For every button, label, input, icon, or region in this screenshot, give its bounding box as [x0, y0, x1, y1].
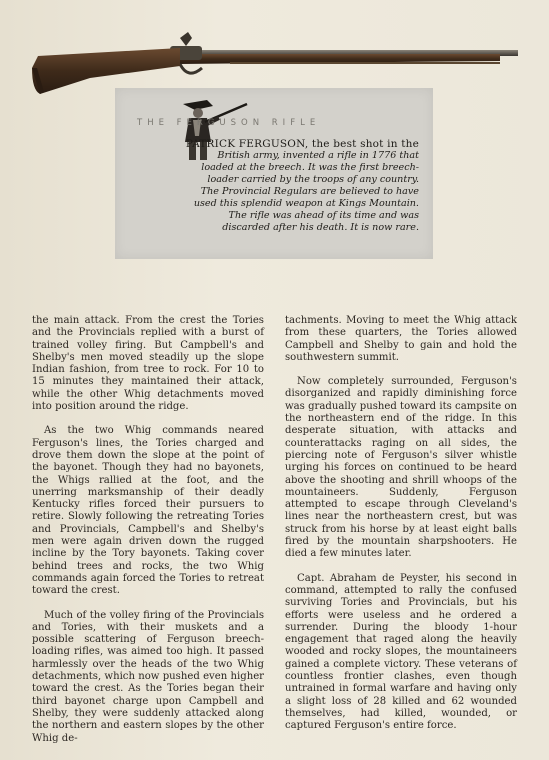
- plate-title: THE FERGUSON RIFLE: [137, 118, 321, 128]
- right-column: [285, 315, 517, 745]
- paragraph: Now completely surrounded, Ferguson's disorganized and rapidly diminishing force was gradually pushed toward its campsite on the northeastern end of the ridge. In this desperate situation, with attacks and counterattacks raging on all sides, the piercing note of Ferguson's silver whistle urging his forces on continued to be heard above the shooting and shrill whoops of the mountaineers. Suddenly, Ferguson attempted to escape through Cleveland's lines near the northeastern crest, but was struck from his horse by at least eight balls fired by the mountain sharpshooters. He died a few minutes later.: [285, 376, 517, 560]
- caption-line: The rifle was ahead of its time and was: [228, 210, 419, 221]
- plate-caption: [157, 138, 419, 234]
- paragraph: Capt. Abraham de Peyster, his second in command, attempted to rally the confused surviving Tories and Provincials, but his efforts were useless and he ordered a surrender. During the bloody 1-hour engagement that raged along the heavily wooded and rocky slopes, the mountaineers gained a complete victory. These veterans of countless frontier clashes, even though untrained in formal warfare and having only a slight loss of 28 killed and 62 wounded themselves, had killed, wounded, or captured Ferguson's entire force.: [285, 572, 517, 732]
- caption-line: discarded after his death. It is now rare.: [222, 222, 419, 233]
- rifle-caption-plate: [115, 88, 433, 259]
- left-column: [32, 315, 264, 757]
- paragraph: the main attack. From the crest the Tories and the Provincials replied with a burst of trained volley firing. But Campbell's and Shelby's men moved steadily up the slope Indian fashion, from tree to rock. For 10 to 15 minutes they maintained their attack, while the other Whig detachments moved into position around the ridge.: [32, 315, 264, 413]
- paragraph: Much of the volley firing of the Provincials and Tories, with their muskets and a possible scattering of Ferguson breech-loading rifles, was aimed too high. It passed harmlessly over the heads of the two Whig detachments, which now pushed even higher toward the crest. As the Tories began their third bayonet charge upon Campbell and Shelby, they were suddenly attacked along the northern and eastern slopes by the other Whig de-: [32, 609, 264, 744]
- caption-line: British army, invented a rifle in 1776 that: [217, 150, 419, 161]
- caption-line: loader carried by the troops of any country.: [207, 174, 419, 185]
- caption-line: The Provincial Regulars are believed to have: [200, 186, 419, 197]
- paragraph: tachments. Moving to meet the Whig attack from these quarters, the Tories allowed Campbell and Shelby to gain and hold the southwestern summit.: [285, 315, 517, 363]
- caption-line: PATRICK FERGUSON, the best shot in the: [185, 138, 419, 150]
- paragraph: As the two Whig commands neared Ferguson's lines, the Tories charged and drove them down the slope at the point of the bayonet. Though they had no bayonets, the Whigs rallied at the foot, and the unerring marksmanship of their deadly Kentucky rifles forced their pursuers to retire. Slowly following the retreating Tories and Provincials, Campbell's and Shelby's men were again driven down the rugged incline by the Tory bayonets. Taking cover behind trees and rocks, the two Whig commands again forced the Tories to retreat toward the crest.: [32, 425, 264, 597]
- caption-line: used this splendid weapon at Kings Mountain.: [193, 198, 419, 209]
- caption-line: loaded at the breech. It was the first breech-: [201, 162, 419, 173]
